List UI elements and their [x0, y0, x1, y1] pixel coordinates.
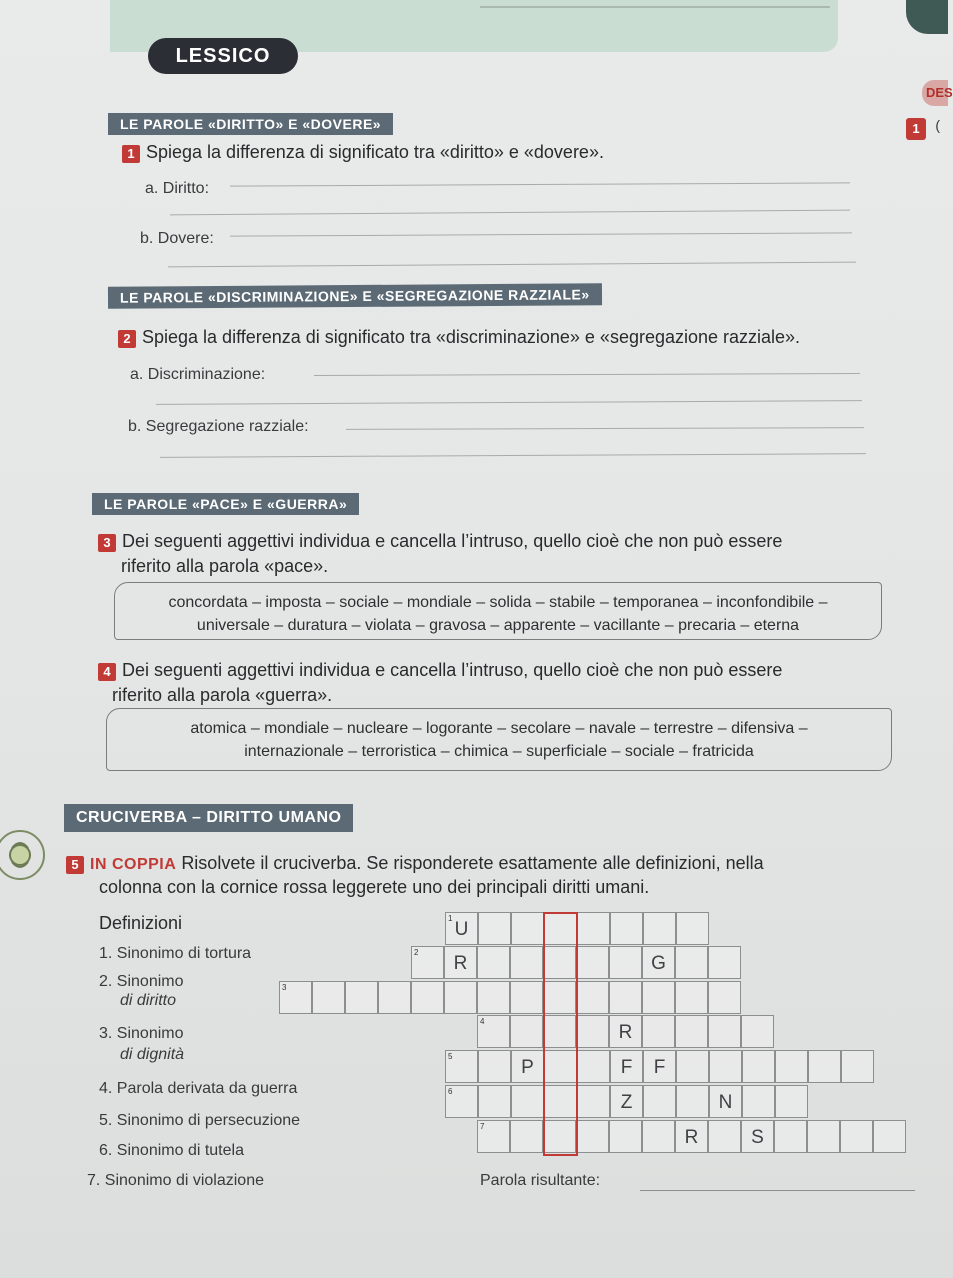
- exercise-2-b: b. Segregazione razziale:: [128, 418, 309, 435]
- word-box-pace-line1[interactable]: concordata – imposta – sociale – mondiale – solida – stabile – temporanea – inconfondibile –: [168, 594, 828, 611]
- word-box-guerra: [106, 708, 892, 771]
- answer-line[interactable]: [230, 182, 850, 186]
- lessico-badge: LESSICO: [148, 38, 298, 74]
- crossword-cell[interactable]: [411, 981, 444, 1014]
- crossword-cell[interactable]: [676, 1050, 709, 1083]
- crossword-cell[interactable]: [345, 981, 378, 1014]
- crossword-cell[interactable]: S: [741, 1120, 774, 1153]
- answer-line[interactable]: [346, 427, 864, 430]
- crossword-cell[interactable]: [543, 1015, 576, 1048]
- crossword-cell[interactable]: [873, 1120, 906, 1153]
- answer-line[interactable]: [168, 262, 856, 268]
- exercise-2-number: 2: [118, 330, 136, 348]
- crossword-cell[interactable]: [576, 1120, 609, 1153]
- crossword-cell[interactable]: [742, 1050, 775, 1083]
- crossword-cell[interactable]: [510, 1015, 543, 1048]
- crossword-cell[interactable]: [378, 981, 411, 1014]
- crossword-cell[interactable]: [543, 946, 576, 979]
- crossword-row-number: 4: [480, 1017, 485, 1026]
- exercise-5: [66, 853, 764, 874]
- crossword-cell[interactable]: [675, 1015, 708, 1048]
- exercise-3-line1: Dei seguenti aggettivi individua e cancella l’intruso, quello cioè che non può essere: [122, 531, 783, 551]
- crossword-cell[interactable]: [478, 1085, 511, 1118]
- definition-2b: di diritto: [120, 992, 177, 1009]
- answer-line[interactable]: [230, 232, 852, 236]
- crossword-cell[interactable]: [708, 981, 741, 1014]
- crossword-cell[interactable]: [840, 1120, 873, 1153]
- word-box-pace: [114, 582, 882, 640]
- crossword-cell[interactable]: P: [511, 1050, 544, 1083]
- exercise-3: [98, 531, 782, 552]
- crossword-cell[interactable]: [642, 1015, 675, 1048]
- crossword-cell[interactable]: [643, 912, 676, 945]
- word-box-guerra-line1[interactable]: atomica – mondiale – nucleare – logorante – secolare – navale – terrestre – difensiva –: [190, 720, 808, 737]
- crossword-cell[interactable]: [708, 946, 741, 979]
- top-rule: [480, 6, 830, 8]
- section-header-cruciverba: CRUCIVERBA – DIRITTO UMANO: [64, 804, 353, 832]
- side-tab: DES: [922, 80, 948, 106]
- crossword-cell[interactable]: [609, 981, 642, 1014]
- crossword-cell[interactable]: [544, 912, 577, 945]
- crossword-cell[interactable]: U: [445, 912, 478, 945]
- crossword-cell[interactable]: Z: [610, 1085, 643, 1118]
- definition-2: 2. Sinonimo: [99, 973, 184, 990]
- definition-1: 1. Sinonimo di tortura: [99, 945, 252, 962]
- definition-7: 7. Sinonimo di violazione: [87, 1172, 264, 1189]
- exercise-1-text: Spiega la differenza di significato tra «diritto» e «dovere».: [146, 142, 604, 162]
- definition-5: 5. Sinonimo di persecuzione: [99, 1112, 301, 1129]
- exercise-2-a: a. Discriminazione:: [130, 366, 266, 383]
- crossword-cell[interactable]: [444, 981, 477, 1014]
- crossword-row-number: 1: [448, 914, 453, 923]
- crossword-cell[interactable]: [511, 912, 544, 945]
- crossword-cell[interactable]: [477, 981, 510, 1014]
- crossword-cell[interactable]: [544, 1050, 577, 1083]
- exercise-5-line1: Risolvete il cruciverba. Se risponderete esattamente alle definizioni, nella: [181, 853, 764, 873]
- exercise-5-line2: colonna con la cornice rossa leggerete uno dei principali diritti umani.: [99, 877, 650, 897]
- crossword-cell[interactable]: [609, 1120, 642, 1153]
- exercise-1-a: a. Diritto:: [145, 180, 210, 197]
- crossword-cell[interactable]: [576, 1015, 609, 1048]
- crossword-cell[interactable]: N: [709, 1085, 742, 1118]
- crossword-cell[interactable]: [741, 1015, 774, 1048]
- crossword-cell[interactable]: [676, 912, 709, 945]
- exercise-4-line2: riferito alla parola «guerra».: [112, 685, 333, 705]
- exercise-3-line2: riferito alla parola «pace».: [121, 556, 329, 576]
- crossword-cell[interactable]: R: [675, 1120, 708, 1153]
- crossword-cell[interactable]: [709, 1050, 742, 1083]
- definition-3: 3. Sinonimo: [99, 1025, 184, 1042]
- result-label: Parola risultante:: [480, 1172, 601, 1189]
- crossword-cell[interactable]: [775, 1085, 808, 1118]
- exercise-5-tag: IN COPPIA: [90, 856, 177, 873]
- crossword-cell[interactable]: [708, 1120, 741, 1153]
- crossword-cell[interactable]: R: [609, 1015, 642, 1048]
- crossword-cell[interactable]: [675, 946, 708, 979]
- word-box-pace-line2[interactable]: universale – duratura – violata – gravosa – apparente – vacillante – precaria – eterna: [196, 617, 800, 634]
- section-header-discriminazione: LE PAROLE «DISCRIMINAZIONE» E «SEGREGAZIONE RAZZIALE»: [108, 283, 602, 308]
- side-number: 1: [906, 118, 926, 140]
- crossword-row-number: 2: [414, 948, 419, 957]
- crossword-cell[interactable]: [543, 1120, 576, 1153]
- crossword-cell[interactable]: [544, 1085, 577, 1118]
- answer-line[interactable]: [170, 210, 850, 216]
- crossword-cell[interactable]: [676, 1085, 709, 1118]
- crossword-cell[interactable]: R: [444, 946, 477, 979]
- definition-6: 6. Sinonimo di tutela: [99, 1142, 244, 1159]
- exercise-5-number: 5: [66, 856, 84, 874]
- section-header-pace-guerra: LE PAROLE «PACE» E «GUERRA»: [92, 493, 359, 515]
- crossword-cell[interactable]: [543, 981, 576, 1014]
- crossword-cell[interactable]: [808, 1050, 841, 1083]
- crossword-cell[interactable]: [577, 912, 610, 945]
- crossword-row-number: 7: [480, 1122, 485, 1131]
- section-header-diritto-dovere: LE PAROLE «DIRITTO» E «DOVERE»: [108, 113, 393, 135]
- corner-tab: [906, 0, 948, 34]
- crossword-row-number: 3: [282, 983, 287, 992]
- crossword-cell[interactable]: [609, 946, 642, 979]
- definition-4: 4. Parola derivata da guerra: [99, 1080, 298, 1097]
- exercise-3-number: 3: [98, 534, 116, 552]
- crossword-cell[interactable]: [510, 1120, 543, 1153]
- exercise-2-text: Spiega la differenza di significato tra «discriminazione» e «segregazione razziale».: [142, 327, 801, 347]
- crossword-cell[interactable]: [510, 946, 543, 979]
- exercise-4-line1: Dei seguenti aggettivi individua e cancella l’intruso, quello cioè che non può essere: [122, 660, 783, 680]
- crossword-cell[interactable]: [775, 1050, 808, 1083]
- crossword-cell[interactable]: [642, 981, 675, 1014]
- result-line[interactable]: [640, 1190, 915, 1191]
- answer-line[interactable]: [160, 453, 866, 458]
- crossword-cell[interactable]: [841, 1050, 874, 1083]
- exercise-2: [118, 327, 800, 348]
- crossword-cell[interactable]: [774, 1120, 807, 1153]
- crossword-cell[interactable]: F: [610, 1050, 643, 1083]
- crossword-cell[interactable]: [478, 1050, 511, 1083]
- word-box-guerra-line2[interactable]: internazionale – terroristica – chimica – superficiale – sociale – fratricida: [244, 743, 754, 760]
- crossword-cell[interactable]: F: [643, 1050, 676, 1083]
- crossword-cell[interactable]: [477, 946, 510, 979]
- cooperative-learning-icon: [0, 818, 48, 892]
- crossword-cell[interactable]: [642, 1120, 675, 1153]
- side-paren: (: [935, 117, 940, 133]
- answer-line[interactable]: [314, 373, 860, 376]
- crossword-cell[interactable]: [511, 1085, 544, 1118]
- crossword-cell[interactable]: [510, 981, 543, 1014]
- crossword-cell[interactable]: [610, 912, 643, 945]
- exercise-1: [122, 142, 604, 163]
- answer-line[interactable]: [156, 400, 862, 405]
- crossword-cell[interactable]: [576, 981, 609, 1014]
- crossword-cell[interactable]: [708, 1015, 741, 1048]
- crossword-cell[interactable]: [807, 1120, 840, 1153]
- crossword-cell[interactable]: [675, 981, 708, 1014]
- exercise-4-number: 4: [98, 663, 116, 681]
- crossword-cell[interactable]: [742, 1085, 775, 1118]
- crossword-cell[interactable]: G: [642, 946, 675, 979]
- definition-3b: di dignità: [120, 1046, 185, 1063]
- definitions-title: Definizioni: [99, 913, 183, 933]
- exercise-1-number: 1: [122, 145, 140, 163]
- crossword-cell[interactable]: [577, 1085, 610, 1118]
- exercise-1-b: b. Dovere:: [140, 230, 214, 247]
- crossword-cell[interactable]: [643, 1085, 676, 1118]
- crossword-cell[interactable]: [577, 1050, 610, 1083]
- crossword-cell[interactable]: [478, 912, 511, 945]
- exercise-4: [98, 660, 782, 681]
- crossword-row-number: 5: [448, 1052, 453, 1061]
- crossword-row-number: 6: [448, 1087, 453, 1096]
- crossword-cell[interactable]: [312, 981, 345, 1014]
- crossword-cell[interactable]: [576, 946, 609, 979]
